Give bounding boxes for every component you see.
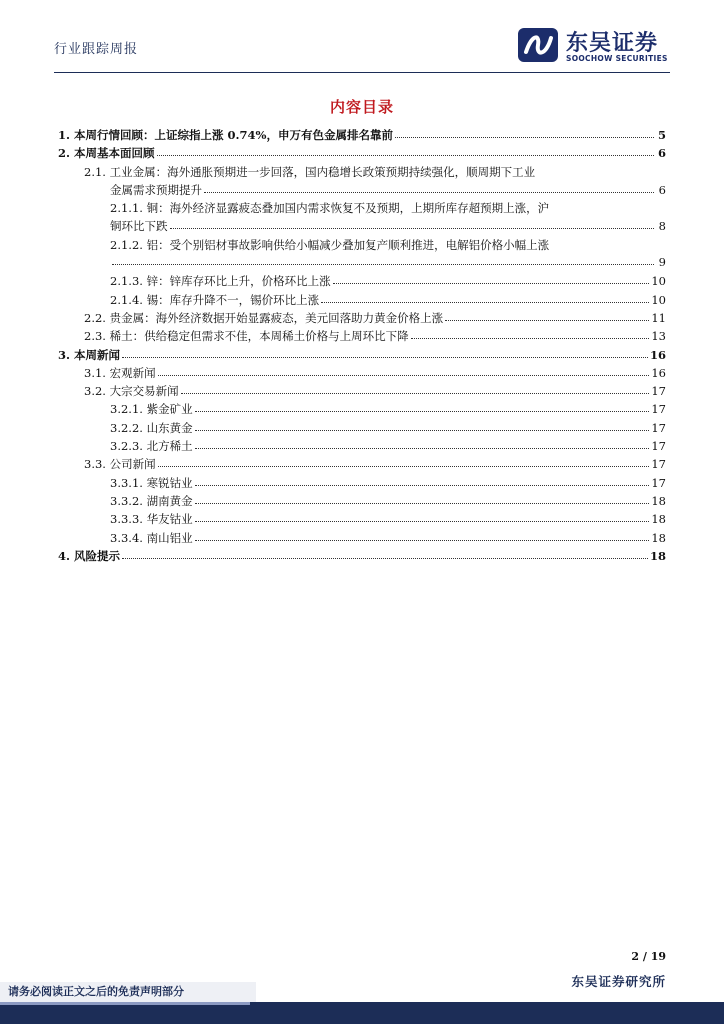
logo-chinese-name: 东吴证券	[566, 31, 659, 56]
toc-entry[interactable]: 2.2. 贵金属：海外经济数据开始显露疲态，美元回落助力黄金价格上涨 11	[84, 310, 666, 325]
toc-entry[interactable]: 3.3. 公司新闻 17	[84, 457, 666, 472]
toc-page-number: 17	[651, 402, 666, 417]
toc-page-number: 13	[651, 329, 666, 344]
toc-page-number: 17	[651, 439, 666, 454]
toc-page-number: 5	[657, 128, 666, 142]
toc-entry[interactable]: 3.3.3. 华友钴业 18	[110, 512, 666, 527]
toc-page-number: 17	[651, 457, 666, 472]
disclaimer-notice: 请务必阅读正文之后的免责声明部分	[0, 982, 256, 1002]
toc-page-number: 6	[658, 182, 666, 197]
soochow-logo-icon	[518, 28, 558, 62]
toc-page-number: 17	[651, 384, 666, 399]
toc-page-number: 10	[651, 292, 666, 307]
toc-entry[interactable]: 2.1.2. 铝：受个别铝材事故影响供给小幅减少叠加复产顺利推进，电解铝价格小幅上涨	[110, 237, 550, 252]
toc-entry[interactable]: 3.3.2. 湖南黄金 18	[110, 493, 666, 508]
toc-entry-continuation[interactable]: 铜环比下跌 8	[110, 219, 666, 234]
toc-entry[interactable]: 2.1.1. 铜：海外经济显露疲态叠加国内需求恢复不及预期，上期所库存超预期上涨，沪	[110, 201, 550, 216]
toc-page-number: 8	[658, 219, 666, 234]
toc-entry[interactable]: 4. 风险提示 18	[58, 548, 666, 563]
toc-entry-continuation[interactable]: 金属需求预期提升 6	[110, 182, 666, 197]
toc-page-number: 16	[651, 365, 666, 380]
toc-page-number: 17	[651, 475, 666, 490]
toc-title: 内容目录	[329, 98, 394, 116]
toc-entry[interactable]: 1. 本周行情回顾：上证综指上涨 0.74%，申万有色金属排名靠前 5	[58, 128, 666, 142]
toc-entry-continuation[interactable]	[58, 255, 666, 273]
toc-entry[interactable]: 3.2.2. 山东黄金 17	[110, 420, 666, 435]
toc-entry[interactable]: 2.1.3. 锌：锌库存环比上升，价格环比上涨 10	[110, 274, 666, 289]
toc-entry[interactable]: 3. 本周新闻 16	[58, 347, 666, 362]
toc-page-number: 18	[651, 530, 666, 545]
toc-page-number: 11	[651, 310, 666, 325]
toc-entry[interactable]: 2.1. 工业金属：海外通胀预期进一步回落，国内稳增长政策预期持续强化，顺周期下工业	[84, 164, 536, 179]
header-divider	[54, 72, 670, 73]
toc-page-number: 10	[651, 274, 666, 289]
toc-page-number: 18	[651, 493, 666, 508]
toc-page-number: 17	[651, 420, 666, 435]
toc-page-number: 18	[649, 548, 666, 563]
toc-page-number: 16	[649, 347, 666, 362]
toc-page-number: 18	[651, 512, 666, 527]
page-number: 2 / 19	[631, 950, 666, 963]
toc-entry[interactable]: 2. 本周基本面回顾 6	[58, 146, 666, 161]
research-institute-label: 东吴证券研究所	[571, 974, 666, 989]
toc-entry[interactable]: 3.3.4. 南山铝业 18	[110, 530, 666, 545]
toc-entry[interactable]: 3.1. 宏观新闻 16	[84, 365, 666, 380]
toc-entry[interactable]: 3.2.3. 北方稀土 17	[110, 439, 666, 454]
toc-page-number: 9	[658, 255, 666, 270]
toc-entry[interactable]: 3.2. 大宗交易新闻 17	[84, 384, 666, 399]
company-logo	[518, 24, 678, 64]
logo-english-name: SOOCHOW SECURITIES	[566, 54, 668, 63]
table-of-contents	[58, 127, 666, 566]
footer-band	[0, 1002, 724, 1024]
report-type-label: 行业跟踪周报	[54, 42, 139, 57]
toc-entry[interactable]: 2.3. 稀土：供给稳定但需求不佳，本周稀土价格与上周环比下降 13	[84, 329, 666, 344]
toc-entry[interactable]: 3.2.1. 紫金矿业 17	[110, 402, 666, 417]
toc-entry[interactable]: 2.1.4. 锡：库存升降不一，锡价环比上涨 10	[110, 292, 666, 307]
toc-entry[interactable]: 3.3.1. 寒锐钴业 17	[110, 475, 666, 490]
toc-page-number: 6	[657, 146, 666, 161]
